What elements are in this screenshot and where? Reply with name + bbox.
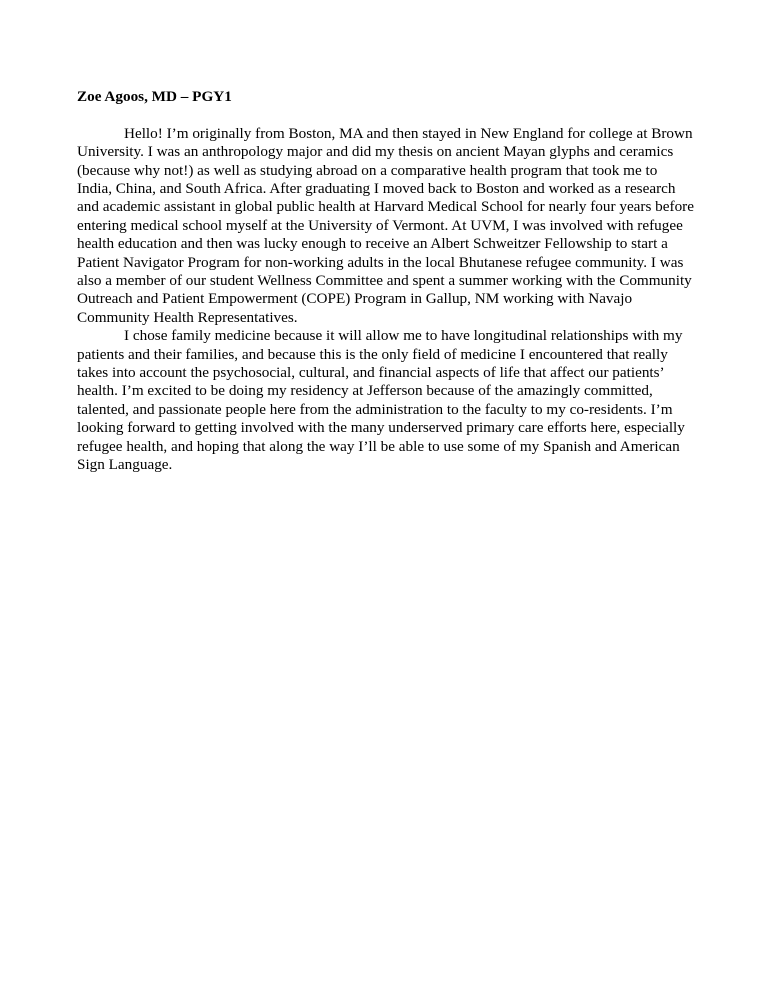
document-body	[77, 88, 694, 475]
resident-name-heading: Zoe Agoos, MD – PGY1	[77, 88, 232, 105]
paragraph-background: Hello! I’m originally from Boston, MA and then stayed in New England for college at Brown University. I was an anthropology major and did my thesis on ancient Mayan glyphs and ceramics (because why not!) as well as studying abroad on a comparative health program that took me to India, China, and South Africa. After graduating I moved back to Boston and worked as a research and academic assistant in global public health at Harvard Medical School for nearly four years before entering medical school myself at the University of Vermont. At UVM, I was involved with refugee health education and then was lucky enough to receive an Albert Schweitzer Fellowship to start a Patient Navigator Program for non-working adults in the local Bhutanese refugee community. I was also a member of our student Wellness Committee and spent a summer working with the Community Outreach and Patient Empowerment (COPE) Program in Gallup, NM working with Navajo Community Health Representatives.	[77, 124, 694, 326]
paragraph-why-family-medicine: I chose family medicine because it will allow me to have longitudinal relationships with my patients and their families, and because this is the only field of medicine I encountered that really takes into account the psychosocial, cultural, and financial aspects of life that affect our patients’ health. I’m excited to be doing my residency at Jefferson because of the amazingly committed, talented, and passionate people here from the administration to the faculty to my co-residents. I’m looking forward to getting involved with the many underserved primary care efforts here, especially refugee health, and hoping that along the way I’ll be able to use some of my Spanish and American Sign Language.	[77, 327, 685, 474]
